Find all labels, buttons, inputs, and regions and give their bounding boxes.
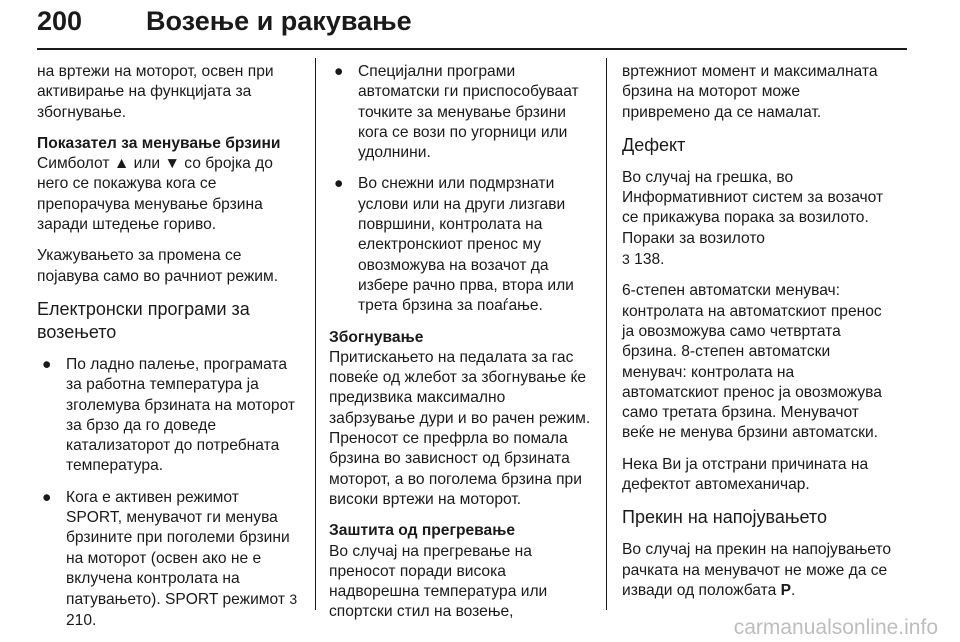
page-reference[interactable]: 210. bbox=[66, 611, 97, 629]
column-divider bbox=[606, 58, 607, 610]
electronic-programs-heading: Електронски програми за возењето bbox=[37, 298, 250, 342]
list-item bbox=[37, 488, 299, 631]
fault-text: Во случај на грешка, во Информативниот систем за возачот се прикажува порака за возилото. Пораки за возилото bbox=[622, 168, 884, 247]
indicator-paragraph-2: Укажувањето за промена се појавува само во рачниот режим. bbox=[37, 247, 279, 285]
list-item-text: Кога е активен режимот SPORT, менувачот ги менува брзините при поголеми брзини на моторот (освен ако не е вклучена контролата на патувањето). SPORT режимот bbox=[66, 488, 290, 609]
chapter-title: Возење и ракување bbox=[146, 6, 412, 36]
column-2 bbox=[329, 62, 591, 634]
page-reference-icon: 3 bbox=[622, 251, 630, 268]
gear-position-label: P bbox=[780, 581, 791, 599]
power-interruption-heading: Прекин на напојувањето bbox=[622, 507, 827, 528]
list-item-text: По ладно палење, програмата за работна температура ја зголемува брзината на моторот за брзо да го доведе катализаторот до потребната температура. bbox=[66, 355, 296, 475]
overheat-heading: Заштита од прегревање bbox=[329, 522, 516, 540]
list-item bbox=[329, 62, 591, 163]
continuation-paragraph: вртежниот момент и максималната брзина на моторот може привремено да се намалат. bbox=[622, 63, 878, 121]
power-interruption-paragraph bbox=[622, 540, 892, 601]
fault-paragraph-2: 6-степен автоматски менувач: контролата на автоматскиот пренос ја овозможува само четвртата брзина. 8-степен автоматски менувач: контролата на автоматскиот пренос ја овозможува само третата брзина. Менувачот веќе не менува брзини автоматски. bbox=[622, 282, 882, 442]
watermark: carmanualsonline.info bbox=[733, 616, 938, 639]
column-divider bbox=[315, 58, 316, 610]
kickdown-heading: Збогнување bbox=[329, 328, 424, 346]
indicator-paragraph: Симболот ▲ или ▼ со бројка до него се покажува кога се препорачува менување брзина заради штедење гориво. bbox=[37, 155, 273, 234]
page-reference-icon: 3 bbox=[289, 591, 298, 608]
bullet-list bbox=[329, 62, 591, 317]
fault-paragraph-3: Нека Ви ја отстрани причината на дефектот автомеханичар. bbox=[622, 455, 869, 494]
overheat-paragraph: Во случај на прегревање на преносот поради висока надворешна температура или спортски стил на возење, bbox=[329, 542, 548, 621]
bullet-icon: ● bbox=[334, 175, 344, 193]
list-item-text: Во снежни или подмрзнати услови или на други лизгави површини, контролата на електронскиот пренос му овозможува на возачот да избере рачно прва, втора или трета брзина за поаѓање. bbox=[358, 175, 574, 315]
page-header bbox=[37, 4, 937, 44]
page-reference[interactable]: 138. bbox=[634, 251, 665, 269]
list-item bbox=[37, 355, 299, 477]
column-3 bbox=[622, 62, 892, 612]
bullet-icon: ● bbox=[334, 63, 344, 80]
power-text-end: . bbox=[790, 581, 796, 599]
column-1 bbox=[37, 62, 299, 642]
header-rule bbox=[37, 48, 907, 50]
kickdown-paragraph: Притискањето на педалата за гас повеќе од жлебот за збогнување ќе предизвика максимално забрзување дури и во рачен режим. Преносот се префрла во помала брзина во зависност од брзината моторот, а во поголема брзина при високи вртежи на моторот. bbox=[329, 348, 591, 508]
bullet-icon: ● bbox=[42, 488, 52, 506]
indicator-heading: Показател за менување брзини bbox=[37, 134, 281, 152]
power-text: Во случај на прекин на напојувањето рачката на менувачот не може да се извади од положбата bbox=[622, 541, 892, 599]
fault-heading: Дефект bbox=[622, 134, 686, 155]
intro-paragraph: на вртежи на моторот, освен при активирање на функцијата за збогнување. bbox=[37, 63, 274, 121]
list-item-text: Специјални програми автоматски ги приспособуваат точките за менување брзини кога се вози по угорници или удолнини. bbox=[358, 63, 579, 162]
list-item bbox=[329, 174, 591, 316]
page-number: 200 bbox=[37, 6, 83, 36]
bullet-icon: ● bbox=[42, 355, 52, 373]
fault-paragraph bbox=[622, 168, 892, 270]
bullet-list bbox=[37, 355, 299, 631]
